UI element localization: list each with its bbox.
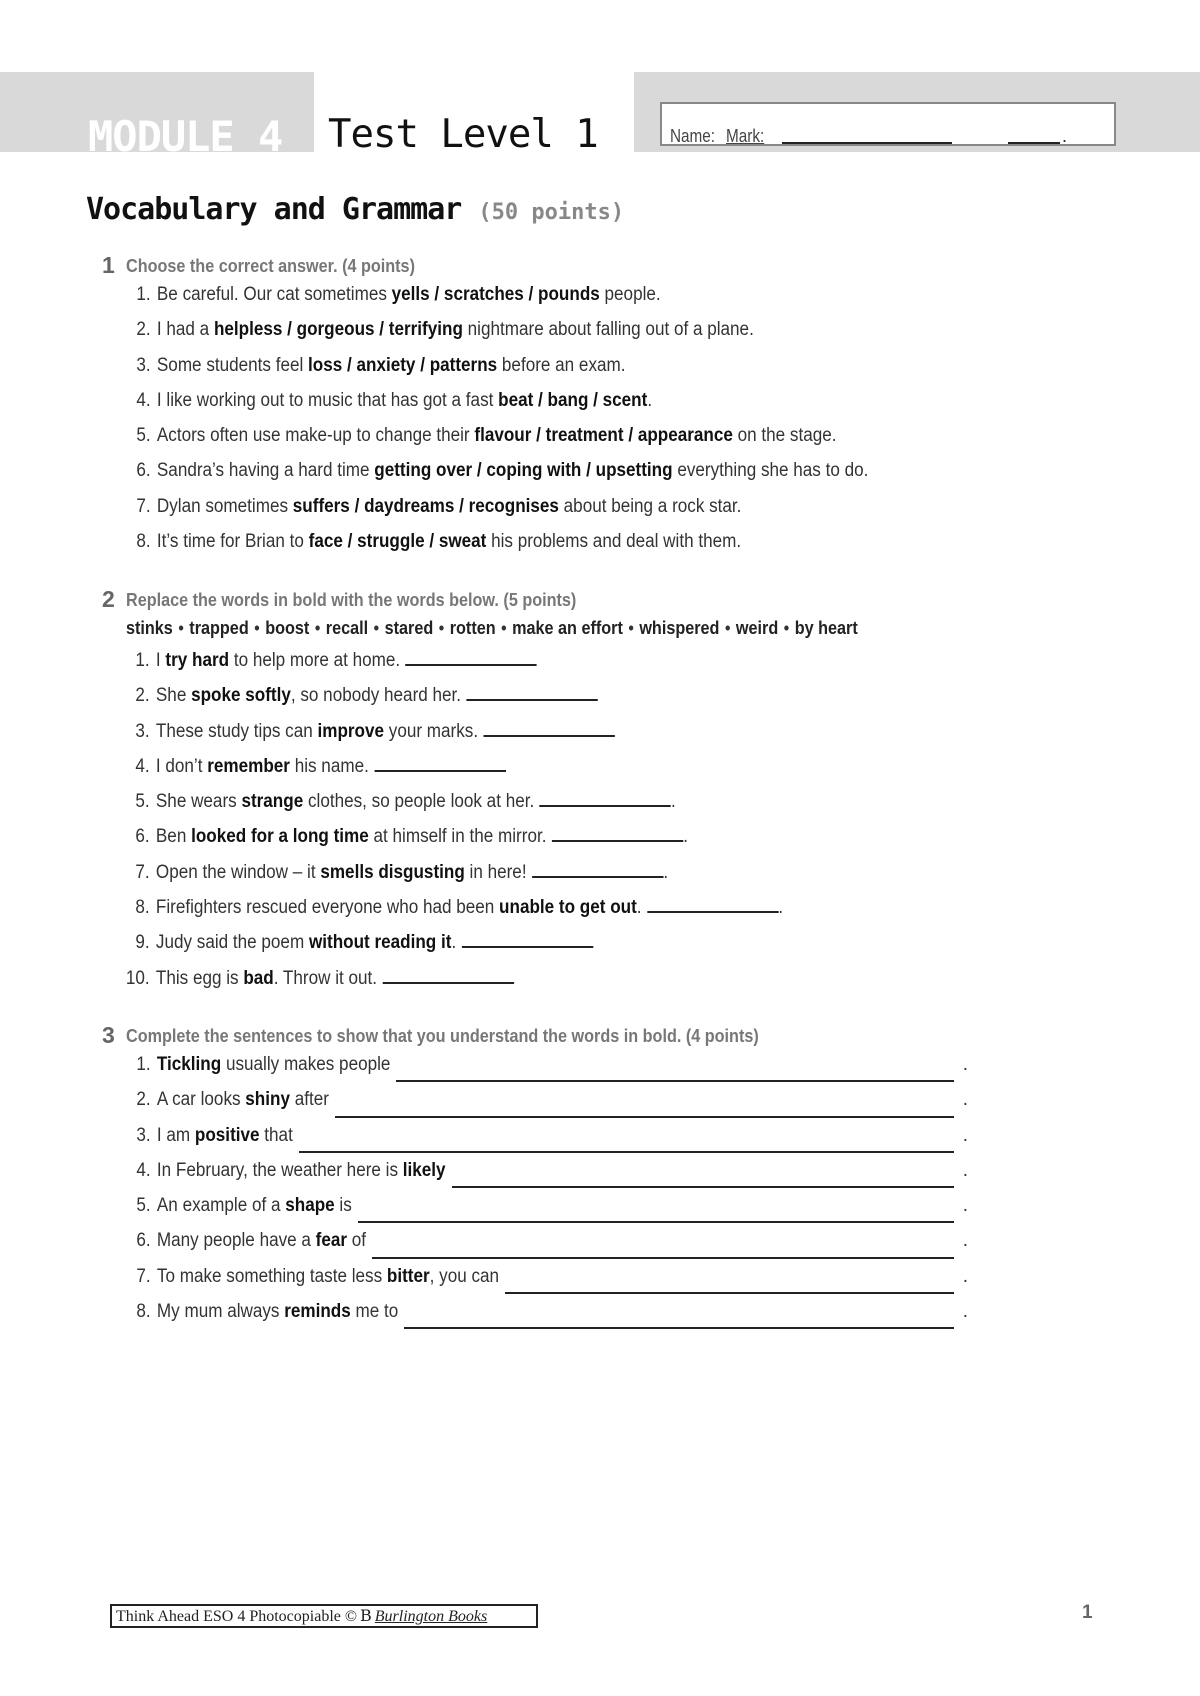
- list-item: [110, 862, 923, 897]
- item-bold: spoke softly: [191, 685, 291, 707]
- list-item: [110, 897, 923, 932]
- item-number: 3.: [135, 720, 150, 742]
- list-item: [110, 756, 923, 791]
- item-text: In February, the weather here is: [156, 1159, 403, 1181]
- item-text-end: your marks.: [384, 720, 479, 742]
- item-text-end: after: [289, 1089, 329, 1111]
- item-bold: fear: [315, 1230, 348, 1252]
- item-number: 7.: [135, 861, 150, 883]
- item-text: Open the window – it: [155, 861, 321, 883]
- item-number: 2.: [135, 685, 150, 707]
- item-end: .: [962, 1089, 968, 1111]
- item-number: 6.: [136, 1230, 151, 1252]
- answer-field[interactable]: [358, 1219, 954, 1223]
- name-mark-box: [660, 102, 1116, 146]
- item-number: 7.: [136, 1265, 151, 1287]
- word-separator: •: [501, 618, 507, 638]
- item-end: .: [663, 861, 669, 883]
- word-separator: •: [373, 618, 380, 638]
- word-option: trapped: [189, 618, 249, 638]
- item-text: Firefighters rescued everyone who had been: [155, 897, 500, 919]
- exercise-instruction: Replace the words in bold with the words below. (5 points): [126, 590, 577, 610]
- item-text: I like working out to music that has got a fast: [156, 389, 499, 411]
- item-text: This egg is: [155, 967, 244, 989]
- answer-field[interactable]: [396, 1078, 954, 1082]
- item-number: 1.: [136, 1054, 151, 1075]
- item-end: .: [778, 897, 784, 919]
- item-bold: positive: [194, 1124, 260, 1146]
- item-text: Sandra’s having a hard time: [156, 460, 375, 482]
- item-bold: strange: [241, 791, 304, 813]
- exercise-number: 2: [102, 586, 115, 612]
- item-number: 5.: [136, 1195, 151, 1217]
- list-item: [110, 721, 923, 756]
- mark-end: .: [1062, 126, 1068, 146]
- answer-field[interactable]: [552, 826, 683, 842]
- item-text-end: , so nobody heard her.: [290, 685, 462, 707]
- item-end: .: [962, 1265, 968, 1287]
- item-text: Dylan sometimes: [156, 495, 293, 517]
- item-text-end: is: [334, 1195, 352, 1217]
- item-text-end: . Throw it out.: [273, 967, 378, 989]
- answer-field[interactable]: [404, 1325, 954, 1329]
- word-box: [126, 618, 858, 650]
- item-end: .: [671, 791, 676, 813]
- item-end: .: [962, 1159, 968, 1181]
- word-option: make an effort: [512, 618, 623, 638]
- publisher-logo-icon: B: [360, 1606, 372, 1625]
- item-text: She wears: [155, 791, 242, 813]
- mark-label: Mark:: [726, 126, 765, 146]
- list-item: [110, 650, 923, 685]
- item-number: 10.: [125, 967, 150, 989]
- word-separator: •: [254, 618, 260, 638]
- item-number: 9.: [135, 932, 150, 954]
- exercise-items: [110, 650, 923, 1003]
- item-text-end: usually makes people: [221, 1054, 391, 1075]
- item-text-end: that: [259, 1124, 293, 1146]
- item-text: I am: [156, 1124, 195, 1146]
- item-text: I don’t: [155, 755, 208, 777]
- item-text: Ben: [155, 826, 192, 848]
- name-field[interactable]: [782, 142, 952, 144]
- item-bold: bad: [243, 967, 274, 989]
- answer-field[interactable]: [462, 932, 593, 948]
- item-text-end: nightmare about falling out of a plane.: [462, 319, 754, 341]
- word-option: stared: [384, 618, 434, 638]
- exercise-instruction: Choose the correct answer. (4 points): [126, 256, 415, 276]
- item-text-end: at himself in the mirror.: [368, 826, 547, 848]
- exercise-instruction: Complete the sentences to show that you understand the words in bold. (4 points): [126, 1026, 759, 1046]
- item-number: 8.: [135, 897, 150, 919]
- list-item: [110, 685, 923, 720]
- item-text: My mum always: [156, 1301, 285, 1323]
- item-end: .: [683, 826, 689, 848]
- item-bold: improve: [317, 720, 385, 742]
- item-text: She: [155, 685, 192, 707]
- item-options[interactable]: face / struggle / sweat: [308, 531, 487, 553]
- list-item: [110, 791, 923, 826]
- item-text-end: people.: [599, 284, 661, 305]
- item-bold: shape: [285, 1195, 335, 1217]
- item-bold: remember: [207, 755, 290, 777]
- word-option: by heart: [794, 618, 858, 638]
- item-text-end: .: [451, 932, 457, 954]
- item-options[interactable]: getting over / coping with / upsetting: [374, 460, 673, 482]
- item-text: An example of a: [156, 1195, 286, 1217]
- item-number: 6.: [136, 460, 151, 482]
- item-text-end: his problems and deal with them.: [486, 531, 742, 553]
- item-number: 8.: [136, 531, 151, 553]
- section-title-text: Vocabulary and Grammar: [86, 192, 462, 227]
- exercise-header: [102, 586, 915, 618]
- item-number: 1.: [135, 650, 150, 671]
- word-separator: •: [178, 618, 184, 638]
- item-options[interactable]: loss / anxiety / patterns: [308, 354, 498, 376]
- item-text-end: clothes, so people look at her.: [303, 791, 535, 813]
- item-bold: smells disgusting: [320, 861, 465, 883]
- item-text: Actors often use make-up to change their: [156, 425, 475, 447]
- item-number: 3.: [136, 354, 151, 376]
- item-text-end: his name.: [289, 755, 369, 777]
- item-end: .: [962, 1124, 968, 1146]
- item-end: .: [962, 1230, 968, 1252]
- item-number: 3.: [136, 1124, 151, 1146]
- item-number: 6.: [135, 826, 150, 848]
- item-text-end: , you can: [429, 1265, 500, 1287]
- item-end: .: [962, 1195, 968, 1217]
- word-option: whispered: [639, 618, 720, 638]
- item-number: 1.: [136, 284, 151, 305]
- answer-field[interactable]: [382, 968, 513, 984]
- name-label: Name:: [670, 126, 716, 146]
- answer-field[interactable]: [452, 1184, 954, 1188]
- item-bold: without reading it: [308, 932, 452, 954]
- section-title: [86, 192, 624, 227]
- module-label: MODULE 4: [88, 112, 283, 161]
- word-option: stinks: [126, 618, 173, 638]
- item-text-end: in here!: [464, 861, 527, 883]
- item-bold: likely: [402, 1159, 446, 1181]
- answer-field[interactable]: [374, 756, 505, 772]
- answer-field[interactable]: [406, 650, 537, 666]
- word-separator: •: [314, 618, 321, 638]
- item-text-end: .: [647, 389, 653, 411]
- item-text: Many people have a: [156, 1230, 316, 1252]
- item-number: 7.: [136, 495, 151, 517]
- item-text: It’s time for Brian to: [156, 531, 309, 553]
- word-option: recall: [325, 618, 369, 638]
- item-text-end: before an exam.: [497, 354, 626, 376]
- answer-field[interactable]: [335, 1114, 954, 1118]
- item-number: 4.: [136, 1159, 151, 1181]
- word-option: boost: [265, 618, 310, 638]
- item-end: .: [962, 1054, 968, 1075]
- item-text-end: everything she has to do.: [672, 460, 869, 482]
- item-text: To make something taste less: [156, 1265, 387, 1287]
- exercise-number: 3: [102, 1022, 115, 1048]
- item-number: 2.: [136, 1089, 151, 1111]
- exercise-number: 1: [102, 252, 115, 278]
- footer-text: Think Ahead ESO 4 Photocopiable ©: [116, 1608, 358, 1625]
- list-item: [110, 968, 923, 1003]
- item-text: Be careful. Our cat sometimes: [156, 284, 392, 305]
- word-option: rotten: [449, 618, 496, 638]
- item-text-end: to help more at home.: [229, 650, 401, 671]
- list-item: [110, 826, 923, 861]
- item-bold: Tickling: [156, 1054, 222, 1075]
- item-bold: bitter: [386, 1265, 430, 1287]
- item-text: A car looks: [156, 1089, 246, 1111]
- mark-field[interactable]: [1008, 142, 1060, 144]
- item-text-end: of: [347, 1230, 367, 1252]
- item-text-end: .: [636, 897, 642, 919]
- item-text: I had a: [156, 319, 214, 341]
- item-bold: shiny: [245, 1089, 290, 1111]
- item-bold: looked for a long time: [191, 826, 369, 848]
- item-number: 4.: [136, 389, 151, 411]
- answer-field[interactable]: [505, 1290, 954, 1294]
- item-bold: reminds: [284, 1301, 351, 1323]
- answer-field[interactable]: [540, 791, 671, 807]
- word-separator: •: [628, 618, 634, 638]
- answer-field[interactable]: [299, 1149, 954, 1153]
- page-number: 1: [1082, 1602, 1093, 1623]
- word-separator: •: [724, 618, 731, 638]
- exercise-2: [102, 586, 915, 1003]
- answer-field[interactable]: [484, 721, 615, 737]
- item-number: 5.: [136, 425, 151, 447]
- item-text-end: about being a rock star.: [558, 495, 742, 517]
- item-text: Some students feel: [156, 354, 309, 376]
- item-text: Judy said the poem: [155, 932, 309, 954]
- item-options[interactable]: suffers / daydreams / recognises: [292, 495, 559, 517]
- item-number: 2.: [136, 319, 151, 341]
- item-number: 8.: [136, 1301, 151, 1323]
- item-bold: unable to get out: [499, 897, 637, 919]
- item-number: 5.: [135, 791, 150, 813]
- item-bold: try hard: [165, 650, 230, 671]
- item-options[interactable]: helpless / gorgeous / terrifying: [213, 319, 463, 341]
- test-title: Test Level 1: [328, 112, 598, 157]
- answer-field[interactable]: [372, 1255, 954, 1259]
- word-separator: •: [438, 618, 445, 638]
- item-text: I: [155, 650, 166, 671]
- word-option: weird: [735, 618, 779, 638]
- item-text: These study tips can: [155, 720, 318, 742]
- list-item: [110, 932, 923, 967]
- item-options[interactable]: yells / scratches / pounds: [391, 284, 600, 305]
- item-text-end: on the stage.: [732, 425, 837, 447]
- section-points: (50 points): [478, 200, 625, 225]
- publisher-name: Burlington Books: [374, 1608, 488, 1625]
- item-options[interactable]: beat / bang / scent: [498, 389, 648, 411]
- item-end: .: [962, 1301, 968, 1323]
- answer-field[interactable]: [466, 685, 597, 701]
- item-options[interactable]: flavour / treatment / appearance: [474, 425, 733, 447]
- item-text-end: me to: [350, 1301, 399, 1323]
- footer-copyright: [110, 1604, 538, 1628]
- answer-field[interactable]: [532, 862, 663, 878]
- answer-field[interactable]: [647, 897, 778, 913]
- item-number: 4.: [135, 755, 150, 777]
- word-separator: •: [783, 618, 790, 638]
